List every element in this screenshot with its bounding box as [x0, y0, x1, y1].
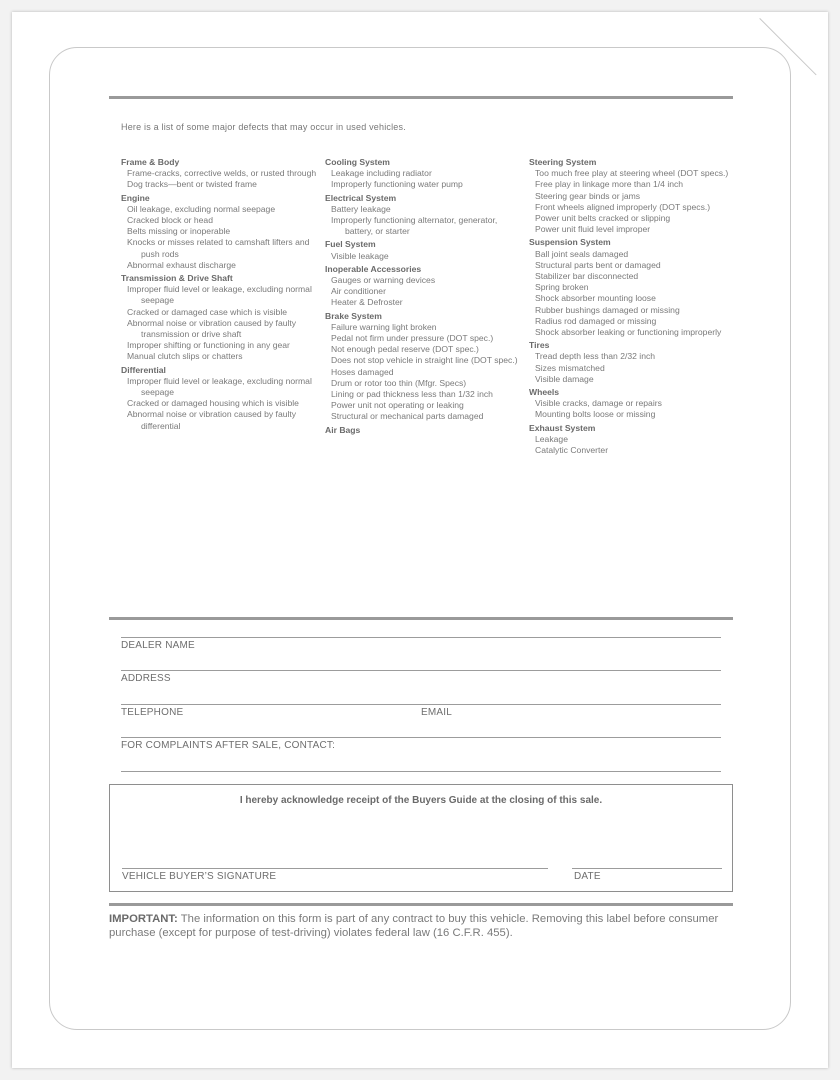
defect-item: Knocks or misses related to camshaft lifters and push rods — [127, 237, 310, 259]
defect-item: Abnormal exhaust discharge — [127, 259, 236, 270]
telephone-label: TELEPHONE — [121, 707, 184, 718]
defect-category-heading: Inoperable Accessories — [325, 263, 422, 274]
defect-item: Failure warning light broken — [331, 321, 437, 332]
complaints-field[interactable] — [121, 737, 721, 738]
defect-category-heading: Brake System — [325, 310, 382, 321]
email-label: EMAIL — [421, 707, 453, 718]
defect-item: Gauges or warning devices — [331, 275, 436, 286]
defect-item: Tread depth less than 2/32 inch — [535, 351, 656, 362]
defect-item: Pedal not firm under pressure (DOT spec.) — [331, 333, 494, 344]
defect-category-heading: Cooling System — [325, 157, 390, 167]
defect-item: Heater & Defroster — [331, 297, 403, 308]
defect-category-heading: Suspension System — [529, 237, 611, 248]
defect-item: Sizes mismatched — [535, 362, 605, 373]
dealer-name-field[interactable] — [121, 637, 721, 638]
important-notice — [109, 912, 729, 940]
defect-item: Radius rod damaged or missing — [535, 315, 657, 326]
complaints-label: FOR COMPLAINTS AFTER SALE, CONTACT: — [121, 740, 336, 751]
defect-item: Does not stop vehicle in straight line (DOT spec.) — [331, 355, 518, 366]
important-divider — [109, 903, 733, 906]
dealer-divider — [109, 617, 733, 620]
defect-item: Improper fluid level or leakage, excluding normal seepage — [127, 375, 312, 398]
defect-item: Hoses damaged — [331, 366, 394, 377]
defect-item: Steering gear binds or jams — [535, 190, 641, 201]
defect-category-heading: Electrical System — [325, 192, 397, 203]
defect-category-heading: Fuel System — [325, 239, 376, 250]
important-label: IMPORTANT: — [109, 913, 178, 925]
defect-item: Improper fluid level or leakage, excluding normal seepage — [127, 284, 312, 306]
defect-item: Power unit fluid level improper — [535, 224, 651, 235]
defect-category-heading: Wheels — [529, 387, 560, 398]
defect-category-heading: Steering System — [529, 157, 597, 167]
defect-category-heading: Exhaust System — [529, 422, 596, 433]
defect-item: Cracked block or head — [127, 215, 213, 226]
defect-item: Leakage — [535, 433, 568, 444]
dealer-name-label: DEALER NAME — [121, 640, 195, 651]
defect-item: Ball joint seals damaged — [535, 248, 629, 259]
address-label: ADDRESS — [121, 673, 171, 684]
defect-item: Drum or rotor too thin (Mfgr. Specs) — [331, 377, 467, 388]
top-divider — [109, 96, 733, 99]
defect-item: Power unit belts cracked or slipping — [535, 213, 671, 224]
defect-item: Structural or mechanical parts damaged — [331, 411, 484, 422]
defect-item: Structural parts bent or damaged — [535, 259, 661, 270]
buyer-signature-field[interactable] — [122, 868, 548, 869]
defect-item: Battery leakage — [331, 203, 391, 214]
defect-item: Rubber bushings damaged or missing — [535, 304, 680, 315]
defect-item: Free play in linkage more than 1/4 inch — [535, 179, 684, 190]
defect-item: Manual clutch slips or chatters — [127, 351, 243, 362]
defects-column-1 — [121, 155, 321, 432]
defect-item: Mounting bolts loose or missing — [535, 409, 656, 420]
defects-column-2 — [325, 155, 525, 436]
defect-item: Lining or pad thickness less than 1/32 inch — [331, 389, 493, 400]
defect-item: Cracked or damaged housing which is visible — [127, 398, 299, 409]
defects-column-3 — [529, 155, 729, 456]
date-label: DATE — [574, 871, 601, 882]
defect-category-heading: Frame & Body — [121, 157, 180, 167]
defect-item: Air conditioner — [331, 286, 386, 297]
defect-item: Stabilizer bar disconnected — [535, 271, 639, 282]
acknowledgement-text: I hereby acknowledge receipt of the Buyers Guide at the closing of this sale. — [239, 795, 603, 806]
defect-item: Visible leakage — [331, 250, 389, 261]
defect-item: Cracked or damaged case which is visible — [127, 306, 288, 317]
defect-item: Oil leakage, excluding normal seepage — [127, 203, 276, 214]
defect-item: Frame-cracks, corrective welds, or rusted through — [127, 168, 317, 179]
defect-item: Abnormal noise or vibration caused by faulty transmission or drive shaft — [127, 317, 297, 340]
defect-item: Too much free play at steering wheel (DOT specs.) — [535, 168, 729, 179]
defect-category-heading: Transmission & Drive Shaft — [121, 273, 233, 284]
defect-item: Belts missing or inoperable — [127, 226, 231, 237]
defect-item: Not enough pedal reserve (DOT spec.) — [331, 344, 479, 355]
defects-intro: Here is a list of some major defects that may occur in used vehicles. — [121, 122, 406, 132]
defect-item: Shock absorber mounting loose — [535, 293, 656, 304]
defect-item: Spring broken — [535, 282, 589, 293]
defect-item: Front wheels aligned improperly (DOT specs.) — [535, 201, 711, 212]
date-field[interactable] — [572, 868, 722, 869]
telephone-email-field[interactable] — [121, 704, 721, 705]
complaints-contact-line[interactable] — [121, 771, 721, 772]
address-field[interactable] — [121, 670, 721, 671]
defect-item: Improper shifting or functioning in any gear — [127, 340, 290, 351]
buyer-signature-label: VEHICLE BUYER’S SIGNATURE — [122, 871, 277, 882]
defect-item: Improperly functioning alternator, generator, battery, or starter — [331, 215, 498, 237]
defect-category-heading: Differential — [121, 364, 166, 375]
defect-item: Visible cracks, damage or repairs — [535, 398, 662, 409]
defect-item: Improperly functioning water pump — [331, 179, 463, 190]
defect-item: Dog tracks—bent or twisted frame — [127, 179, 257, 190]
defect-category-heading: Air Bags — [325, 424, 361, 435]
defect-item: Visible damage — [535, 373, 594, 384]
defect-category-heading: Engine — [121, 192, 150, 203]
defect-item: Shock absorber leaking or functioning improperly — [535, 327, 722, 338]
defect-item: Power unit not operating or leaking — [331, 400, 464, 411]
defect-item: Abnormal noise or vibration caused by faulty differential — [127, 409, 297, 431]
defect-item: Leakage including radiator — [331, 168, 432, 179]
defect-category-heading: Tires — [529, 340, 550, 351]
defect-item: Catalytic Converter — [535, 445, 609, 456]
important-text: The information on this form is part of any contract to buy this vehicle. Removing this label before consumer purchase (except for purpose of test-driving) violates federal law (16 C.F.R. 455). — [109, 913, 719, 939]
